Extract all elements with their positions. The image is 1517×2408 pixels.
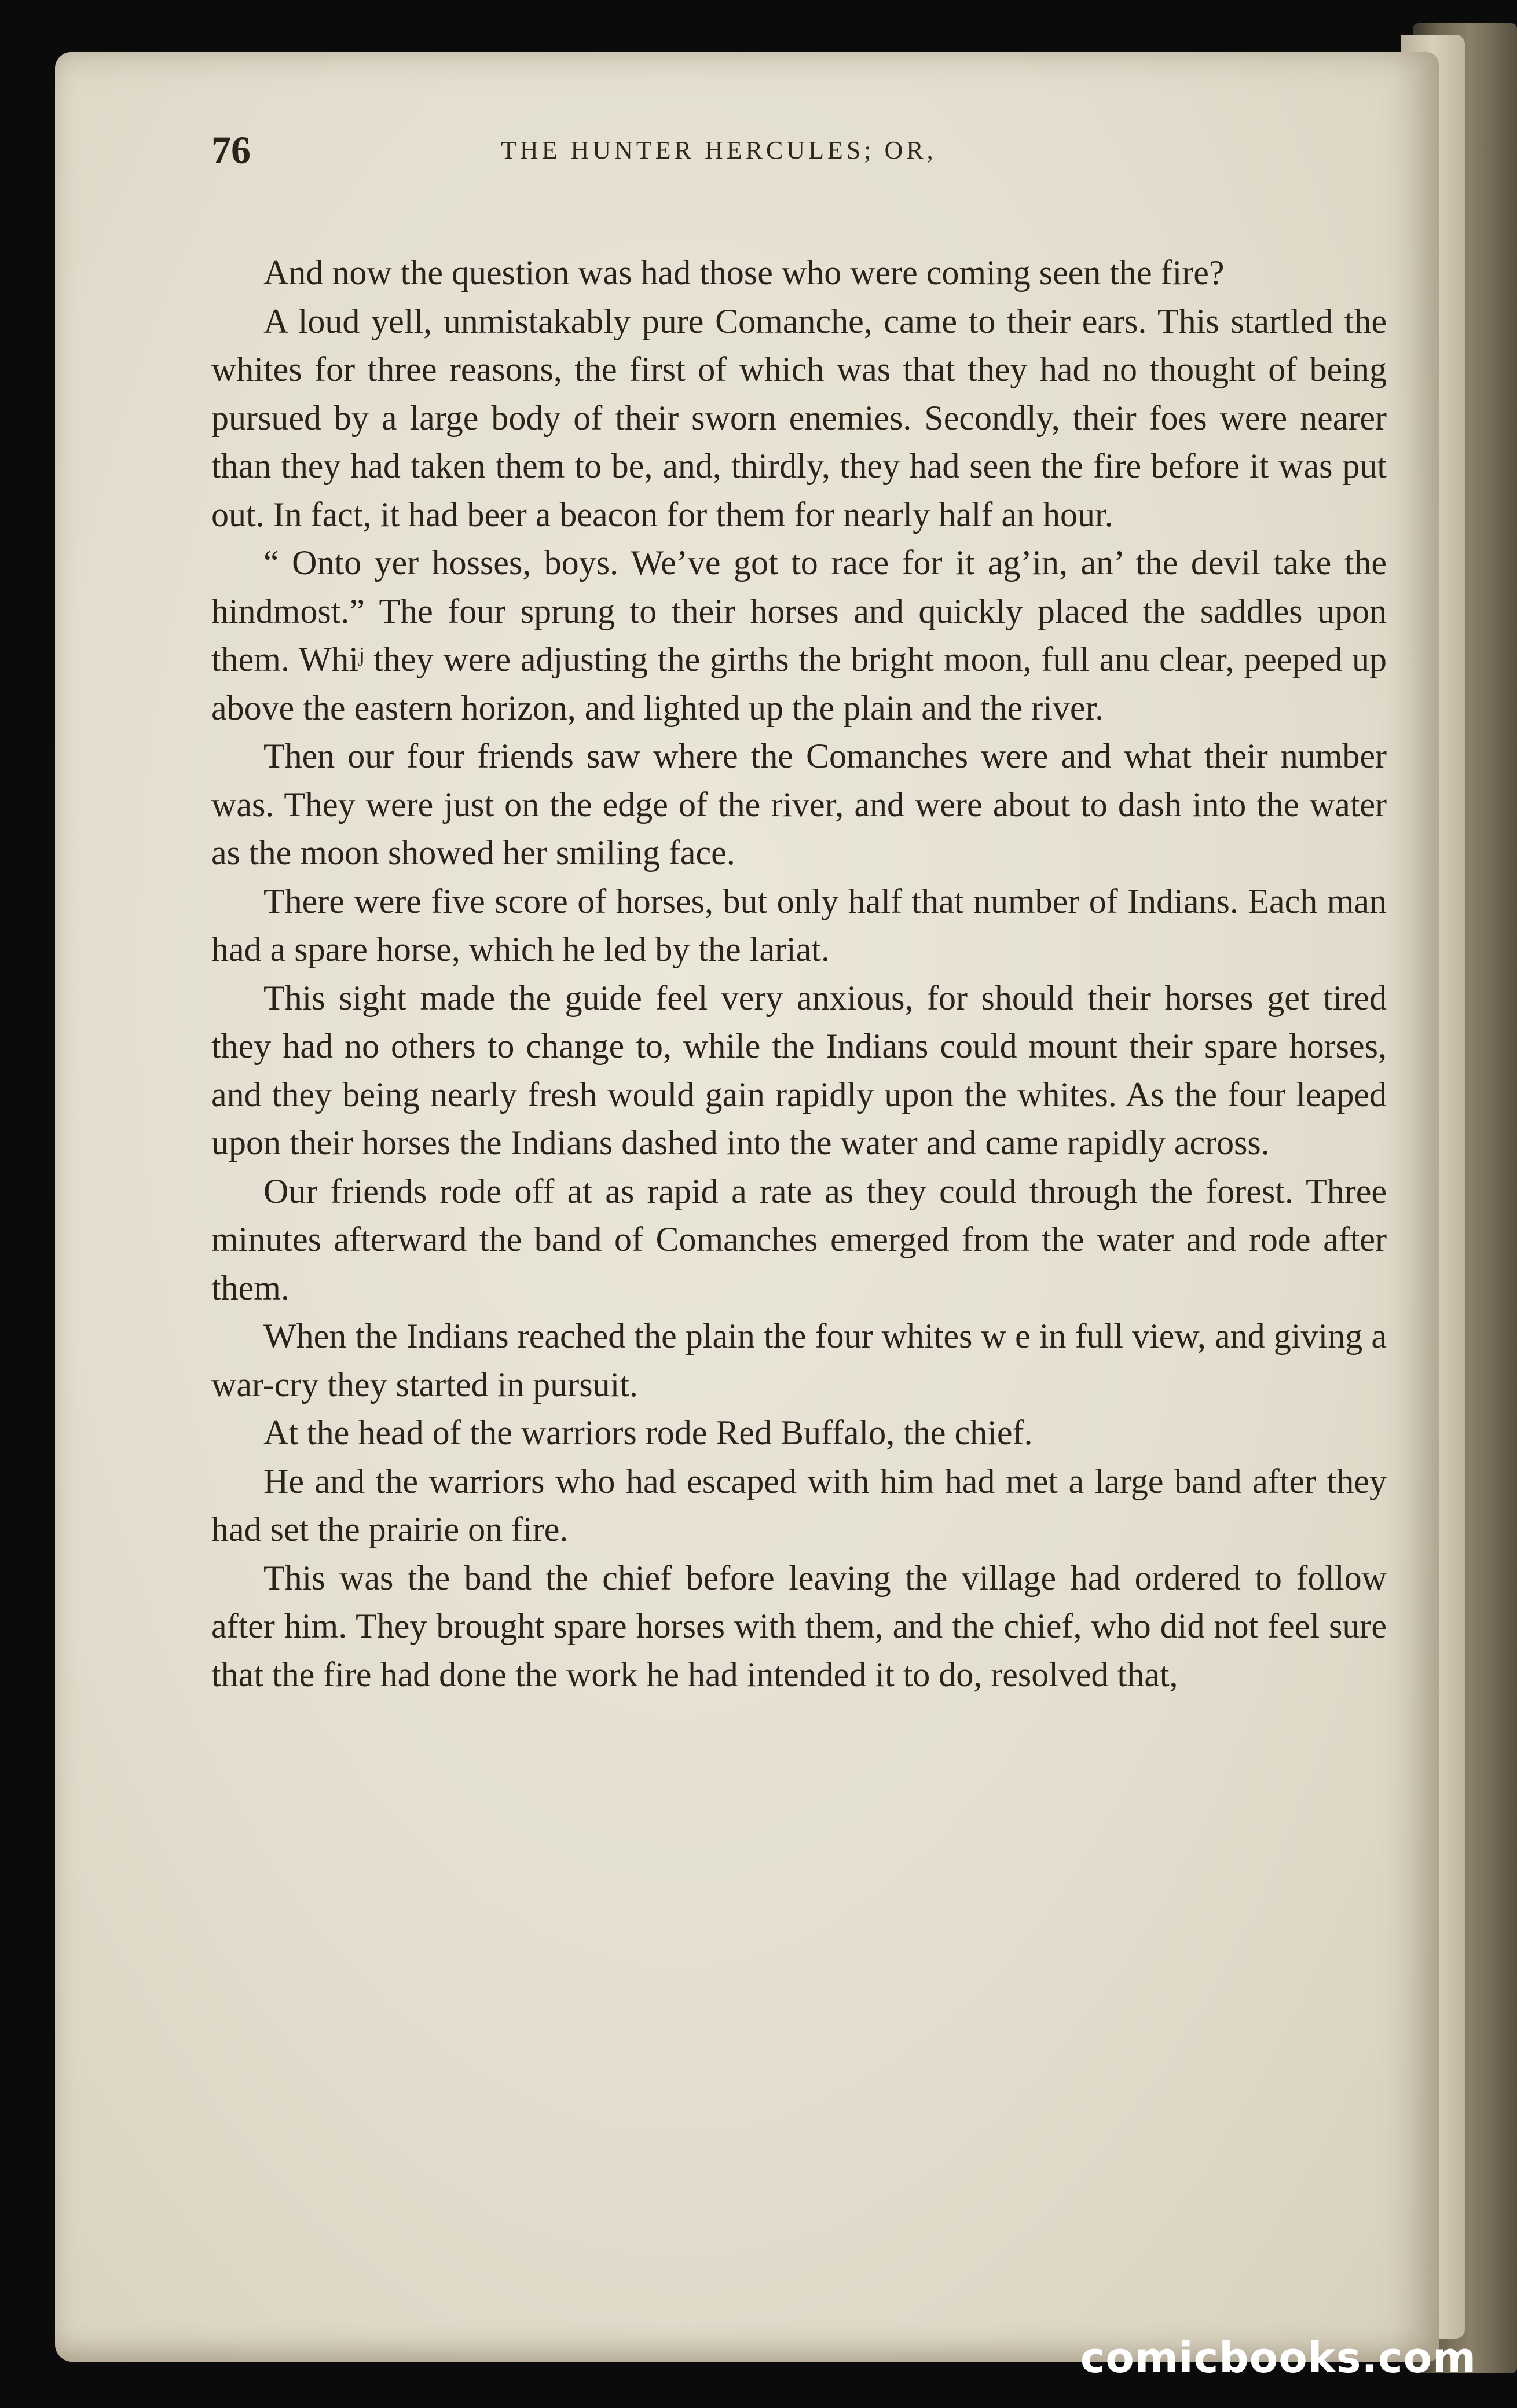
paragraph: When the Indians reached the plain the four whites w e in full view, and giving a war-cry they started in pursuit. xyxy=(211,1317,1387,1404)
page-number: 76 xyxy=(211,128,251,172)
paragraph: Our friends rode off at as rapid a rate as they could through the forest. Three minutes afterward the band of Comanches emerged from the water and rode after them. xyxy=(211,1172,1387,1307)
paragraph: A loud yell, unmistakably pure Comanche, came to their ears. This startled the whites for three reasons, the first of which was that they had no thought of being pursued by a large body of their sworn enemies. Secondly, their foes were nearer than they had taken them to be, and, thirdly, they had seen the fire before it was put out. In fact, it had beer a beacon for them for nearly half an hour. xyxy=(211,302,1387,534)
page-header xyxy=(211,127,1387,185)
paragraph: This sight made the guide feel very anxious, for should their horses get tired they had no others to change to, while the Indians could mount their spare horses, and they being nearly fresh would gain rapidly upon the whites. As the four leaped upon their horses the Indians dashed into the water and came rapidly across. xyxy=(211,978,1387,1162)
body-text xyxy=(211,249,1387,1699)
paragraph: Then our four friends saw where the Comanches were and what their number was. They were just on the edge of the river, and were about to dash into the water as the moon showed her smiling face. xyxy=(211,737,1387,872)
paragraph: At the head of the warriors rode Red Buffalo, the chief. xyxy=(263,1414,1033,1452)
paragraph: He and the warriors who had escaped with him had met a large band after they had set the prairie on fire. xyxy=(211,1462,1387,1548)
paragraph: This was the band the chief before leaving the village had ordered to follow after him. They brought spare horses with them, and the chief, who did not feel sure that the fire had done the work he had intended it to do, resolved that, xyxy=(211,1558,1387,1694)
running-head: THE HUNTER HERCULES; OR, xyxy=(501,136,937,164)
paragraph: And now the question was had those who were coming seen the fire? xyxy=(263,254,1225,292)
paragraph: There were five score of horses, but only half that number of Indians. Each man had a spare horse, which he led by the lariat. xyxy=(211,882,1387,968)
paragraph: “ Onto yer hosses, boys. We’ve got to race for it ag’in, an’ the devil take the hindmost.” The four sprung to their horses and quickly placed the saddles upon them. Whiʲ they were adjusting the girths the bright moon, full anu clear, peeped up above the eastern horizon, and lighted up the plain and the river. xyxy=(211,544,1387,727)
watermark: comicbooks.com xyxy=(1080,2333,1476,2382)
